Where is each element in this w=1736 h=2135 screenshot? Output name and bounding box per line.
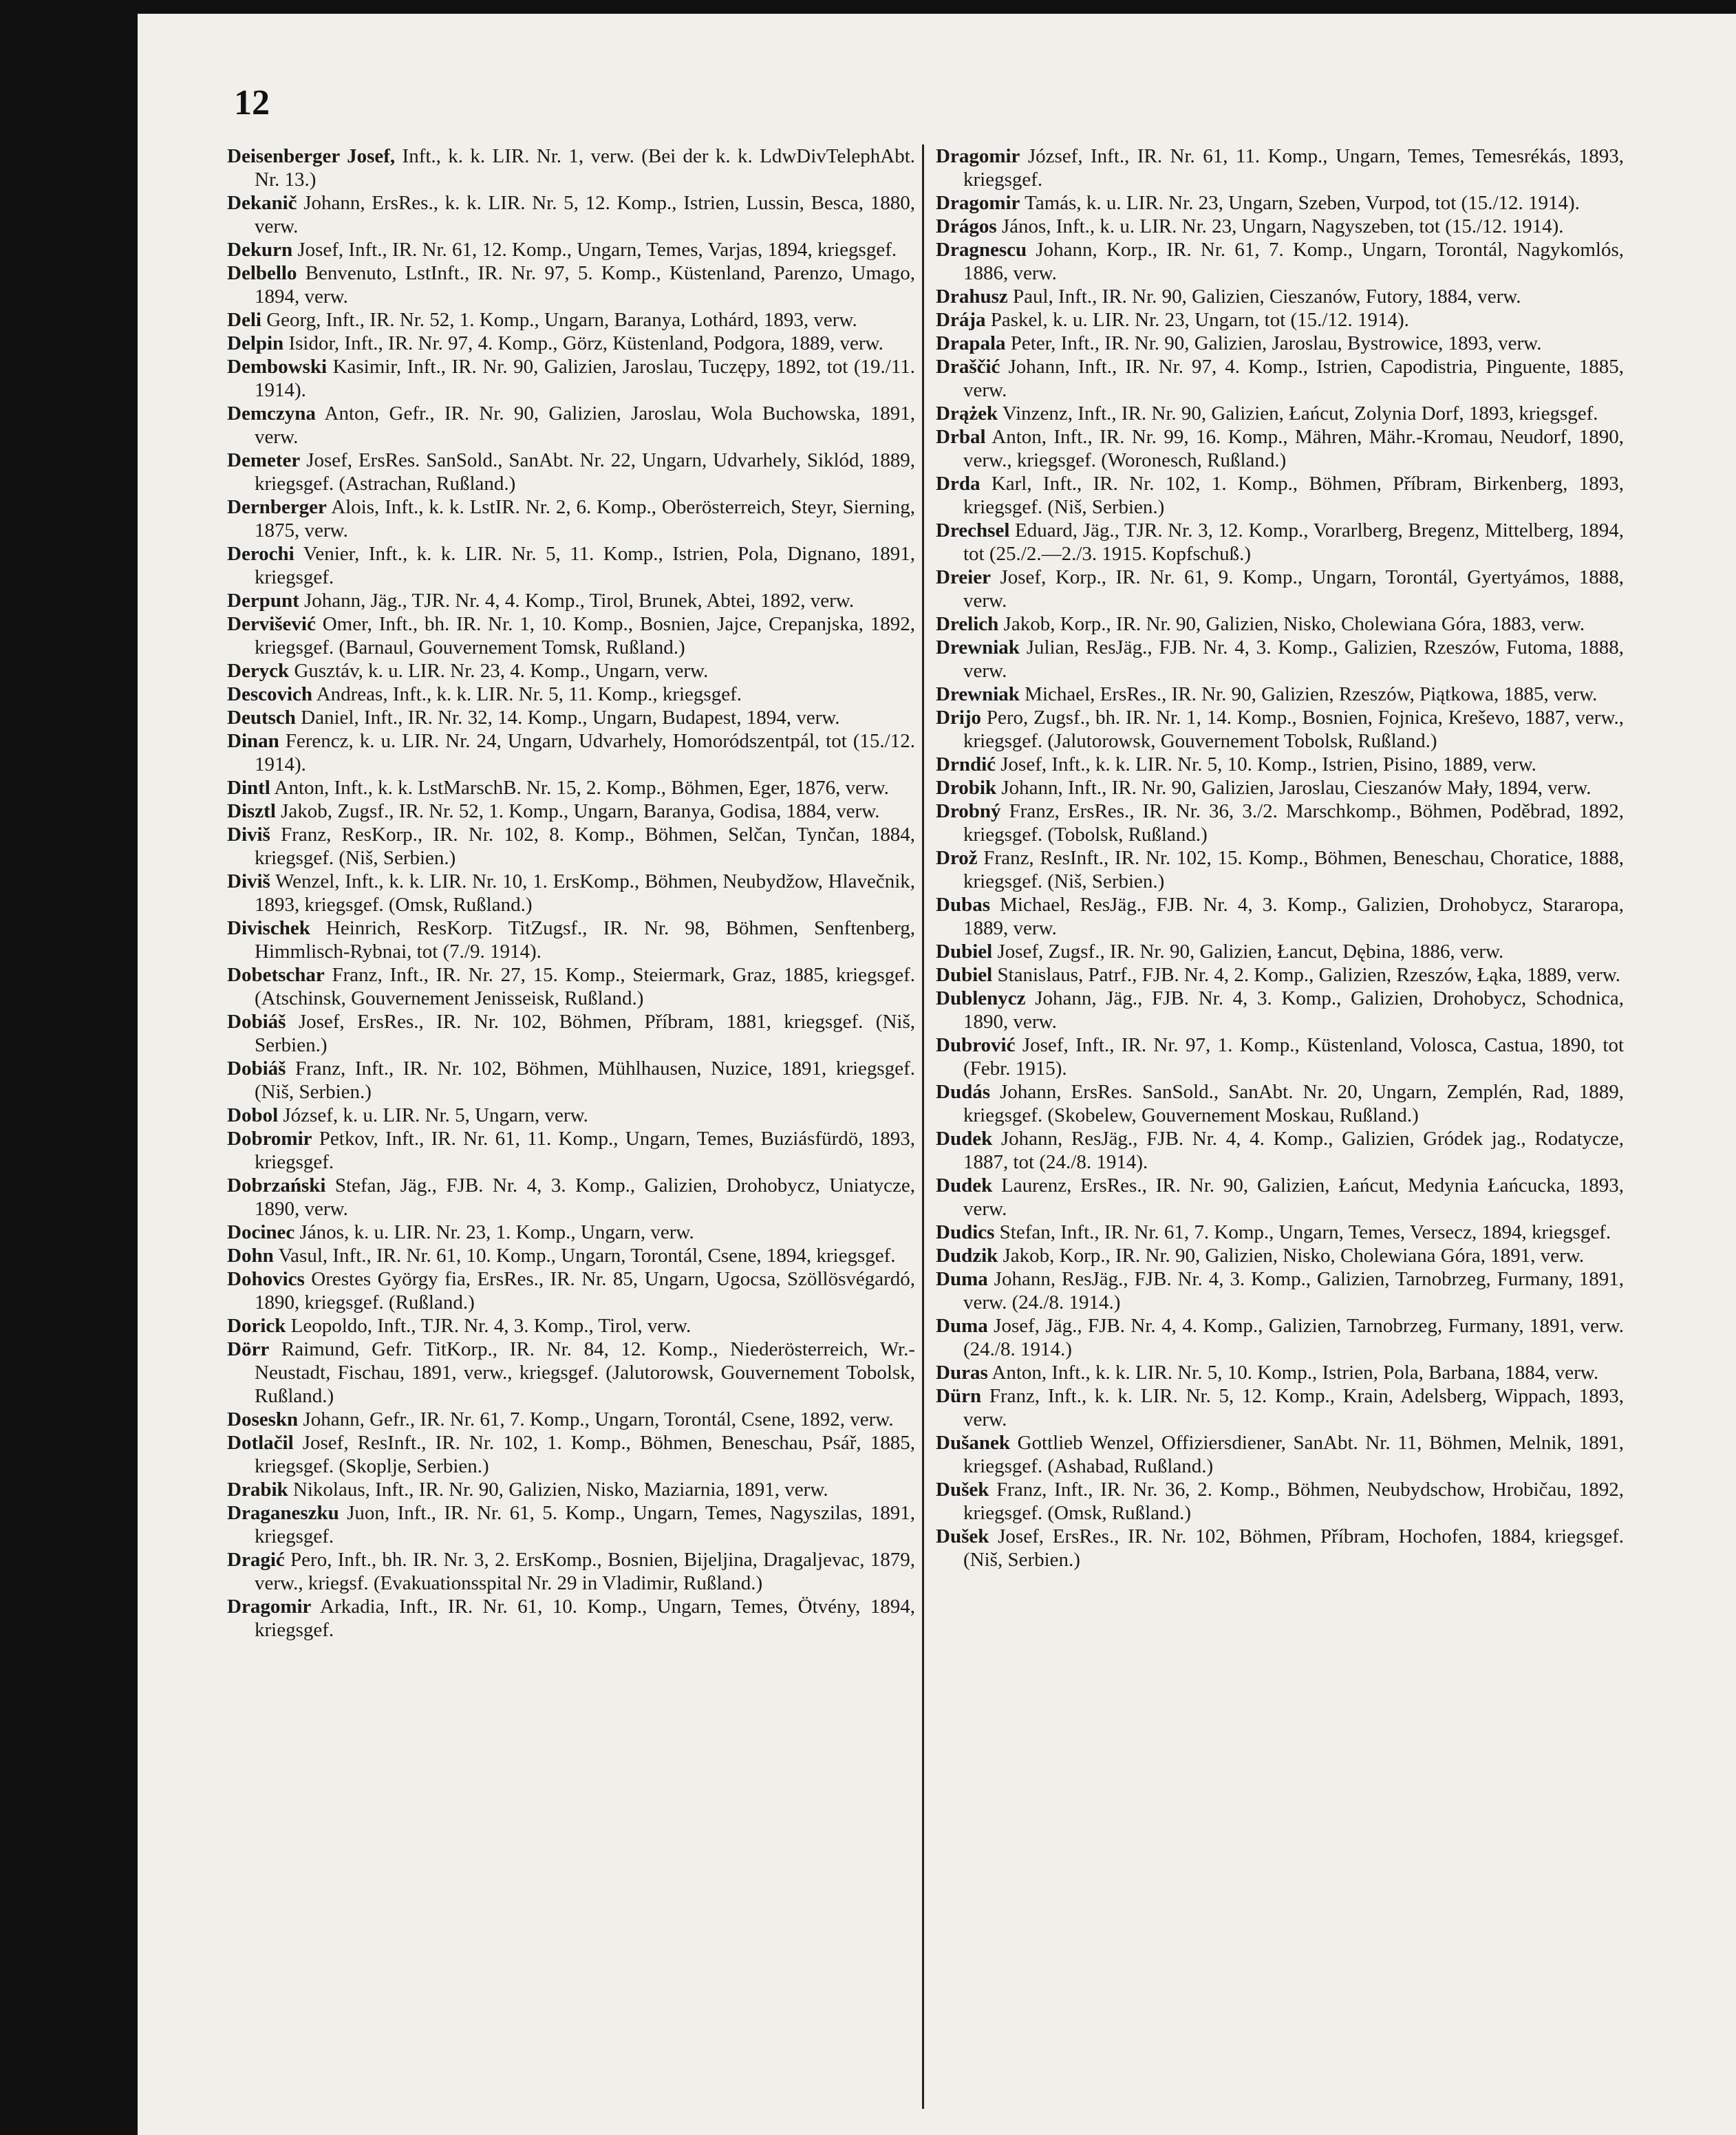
entry-details: Omer, Inft., bh. IR. Nr. 1, 10. Komp., Bosnien, Jajce, Crepanjska, 1892, kriegsgef. (Barnaul, Gouvernement Tomsk, Rußland.) [255,613,915,658]
entry-name: Dobromir [227,1128,312,1150]
entry-details: Johann, Korp., IR. Nr. 61, 7. Komp., Ungarn, Torontál, Nagykomlós, 1886, verw. [963,239,1624,284]
list-entry [936,1384,1624,1431]
column-divider [922,144,924,2109]
entry-name: Divischek [227,917,310,939]
entry-details: Josef, ResInft., IR. Nr. 102, 1. Komp., Böhmen, Beneschau, Psář, 1885, kriegsgef. (Skoplje, Serbien.) [255,1432,915,1477]
entry-details: Karl, Inft., IR. Nr. 102, 1. Komp., Böhmen, Příbram, Birkenberg, 1893, kriegsgef. (Niš, Serbien.) [963,473,1624,518]
list-entry [936,1174,1624,1221]
entry-details: Stefan, Jäg., FJB. Nr. 4, 3. Komp., Galizien, Drohobycz, Uniatycze, 1890, verw. [255,1174,915,1220]
list-entry [936,1244,1624,1267]
entry-details: Anton, Inft., IR. Nr. 99, 16. Komp., Mähren, Mähr.-Kromau, Neudorf, 1890, verw., kriegsgef. (Woronesch, Rußland.) [963,426,1624,471]
entry-details: Juon, Inft., IR. Nr. 61, 5. Komp., Ungarn, Temes, Nagyszilas, 1891, kriegsgef. [255,1502,915,1547]
entry-details: Petkov, Inft., IR. Nr. 61, 11. Komp., Ungarn, Temes, Buziásfürdö, 1893, kriegsgef. [255,1128,915,1173]
entry-name: Dohn [227,1245,274,1267]
entry-details: Johann, Jäg., TJR. Nr. 4, 4. Komp., Tirol, Brunek, Abtei, 1892, verw. [303,590,855,612]
entry-details: János, Inft., k. u. LIR. Nr. 23, Ungarn, Nagyszeben, tot (15./12. 1914). [1001,215,1564,237]
entry-details: Paskel, k. u. LIR. Nr. 23, Ungarn, tot (15./12. 1914). [990,309,1409,331]
list-entry [227,144,915,191]
entry-details: János, k. u. LIR. Nr. 23, 1. Komp., Ungarn, verw. [299,1221,694,1243]
entry-details: Stanislaus, Patrf., FJB. Nr. 4, 2. Komp., Galizien, Rzeszów, Łąka, 1889, verw. [997,964,1621,986]
list-entry [936,191,1624,215]
list-entry [936,846,1624,893]
entry-details: Josef, ErsRes., IR. Nr. 102, Böhmen, Příbram, Hochofen, 1884, kriegsgef. (Niš, Serbien.) [963,1525,1624,1571]
entry-details: Andreas, Inft., k. k. LIR. Nr. 5, 11. Komp., kriegsgef. [316,683,742,705]
entry-name: Dotlačil [227,1432,294,1454]
entry-name: Dudzik [936,1245,998,1267]
list-entry [936,1525,1624,1571]
list-entry [936,215,1624,238]
list-entry [227,1221,915,1244]
list-entry [936,612,1624,636]
entry-name: Deli [227,309,261,331]
entry-name: Doseskn [227,1408,299,1430]
list-entry [227,659,915,683]
entry-details: Franz, ErsRes., IR. Nr. 36, 3./2. Marschkomp., Böhmen, Poděbrad, 1892, kriegsgef. (Tobolsk, Rußland.) [963,800,1624,846]
entry-name: Deryck [227,660,290,682]
entry-name: Dörr [227,1338,270,1360]
list-entry [936,144,1624,191]
entry-details: Stefan, Inft., IR. Nr. 61, 7. Komp., Ungarn, Temes, Versecz, 1894, kriegsgef. [999,1221,1611,1243]
entry-name: Drechsel [936,519,1010,541]
entry-details: Heinrich, ResKorp. TitZugsf., IR. Nr. 98, Böhmen, Senftenberg, Himmlisch-Rybnai, tot (7./9. 1914). [255,917,915,963]
entry-name: Dernberger [227,496,327,518]
list-entry [227,1338,915,1408]
entry-details: Franz, ResInft., IR. Nr. 102, 15. Komp., Böhmen, Beneschau, Choratice, 1888, kriegsgef. (Niš, Serbien.) [963,847,1624,892]
list-entry [936,355,1624,402]
entry-details: Paul, Inft., IR. Nr. 90, Galizien, Cieszanów, Futory, 1884, verw. [1012,286,1521,308]
entry-details: Laurenz, ErsRes., IR. Nr. 90, Galizien, Łańcut, Medynia Łańcucka, 1893, verw. [963,1174,1624,1220]
list-entry [936,636,1624,683]
list-entry [936,566,1624,612]
entry-name: Dragomir [227,1596,312,1618]
list-entry [936,238,1624,285]
entry-details: Wenzel, Inft., k. k. LIR. Nr. 10, 1. ErsKomp., Böhmen, Neubydžow, Hlavečnik, 1893, kriegsgef. (Omsk, Rußland.) [255,870,915,916]
entry-name: Dubiel [936,964,993,986]
entry-name: Dobrzański [227,1174,326,1197]
list-entry [936,425,1624,472]
entry-details: Johann, ErsRes. SanSold., SanAbt. Nr. 20, Ungarn, Zemplén, Rad, 1889, kriegsgef. (Skobelew, Gouvernement Moskau, Rußland.) [963,1081,1624,1126]
list-entry [227,1104,915,1127]
list-entry [227,238,915,261]
entry-details: Jakob, Korp., IR. Nr. 90, Galizien, Nisko, Cholewiana Góra, 1883, verw. [1003,613,1585,635]
entry-name: Diviš [227,870,270,892]
list-entry [936,753,1624,776]
list-entry [227,589,915,612]
list-entry [227,729,915,776]
list-entry [227,1127,915,1174]
list-entry [936,1431,1624,1478]
list-entry [936,1221,1624,1244]
entry-details: Georg, Inft., IR. Nr. 52, 1. Komp., Ungarn, Baranya, Lothárd, 1893, verw. [266,309,857,331]
list-entry [936,1080,1624,1127]
entry-details: Nikolaus, Inft., IR. Nr. 90, Galizien, Nisko, Maziarnia, 1891, verw. [292,1479,828,1501]
list-entry [936,987,1624,1033]
entry-details: Raimund, Gefr. TitKorp., IR. Nr. 84, 12. Komp., Niederösterreich, Wr.-Neustadt, Fischau, 1891, verw., kriegsgef. (Jalutorowsk, Gouvernement Tobolsk, Rußland.) [255,1338,915,1407]
list-entry [227,776,915,800]
entry-name: Drobný [936,800,1001,822]
entry-name: Dragomir [936,145,1020,167]
entry-name: Dohovics [227,1268,305,1290]
entry-details: Pero, Inft., bh. IR. Nr. 3, 2. ErsKomp., Bosnien, Bijeljina, Dragaljevac, 1879, verw., kriegsf. (Evakuationsspital Nr. 29 in Vladimir, Rußland.) [255,1549,915,1594]
entry-details: Josef, Jäg., FJB. Nr. 4, 4. Komp., Galizien, Tarnobrzeg, Furmany, 1891, verw. (24./8. 1914.) [963,1315,1624,1360]
list-entry [227,612,915,659]
entry-details: Inft., k. k. LIR. Nr. 1, verw. (Bei der k. k. LdwDivTelephAbt. Nr. 13.) [255,145,915,191]
list-entry [227,1244,915,1267]
entry-details: Johann, Jäg., FJB. Nr. 4, 3. Komp., Galizien, Drohobycz, Schodnica, 1890, verw. [963,987,1624,1033]
list-entry [936,1478,1624,1525]
entry-name: Dudek [936,1128,993,1150]
list-entry [936,940,1624,963]
entry-name: Dubas [936,894,990,916]
entry-details: Anton, Gefr., IR. Nr. 90, Galizien, Jaroslau, Wola Buchowska, 1891, verw. [255,403,915,448]
list-entry [936,285,1624,308]
entry-details: Josef, Inft., IR. Nr. 97, 1. Komp., Küstenland, Volosca, Castua, 1890, tot (Febr. 1915). [963,1034,1624,1080]
entry-details: Jakob, Korp., IR. Nr. 90, Galizien, Nisko, Cholewiana Góra, 1891, verw. [1003,1245,1585,1267]
list-entry [936,332,1624,355]
entry-details: Franz, Inft., IR. Nr. 102, Böhmen, Mühlhausen, Nuzice, 1891, kriegsgef. (Niš, Serbien.) [255,1058,915,1103]
entry-name: Dembowski [227,356,328,378]
entry-name: Dubiel [936,941,993,963]
list-entry [227,1478,915,1501]
list-entry [227,1431,915,1478]
list-entry [227,355,915,402]
entry-details: Gottlieb Wenzel, Offiziersdiener, SanAbt. Nr. 11, Böhmen, Melnik, 1891, kriegsgef. (Ashabad, Rußland.) [963,1432,1624,1477]
entry-details: Johann, ResJäg., FJB. Nr. 4, 4. Komp., Galizien, Gródek jag., Rodatycze, 1887, tot (24./8. 1914). [963,1128,1624,1173]
list-entry [936,800,1624,846]
entry-name: Drelich [936,613,999,635]
entry-details: Pero, Zugsf., bh. IR. Nr. 1, 14. Komp., Bosnien, Fojnica, Kreševo, 1887, verw., kriegsgef. (Jalutorowsk, Gouvernement Tobolsk, Rußland.) [963,707,1624,752]
entry-name: Derochi [227,543,294,565]
list-entry [227,449,915,495]
entry-details: Gusztáv, k. u. LIR. Nr. 23, 4. Komp., Ungarn, verw. [294,660,709,682]
entry-details: Michael, ErsRes., IR. Nr. 90, Galizien, Rzeszów, Piątkowa, 1885, verw. [1025,683,1598,705]
entry-details: Josef, Zugsf., IR. Nr. 90, Galizien, Łancut, Dębina, 1886, verw. [997,941,1504,963]
list-entry [227,542,915,589]
list-entry [227,800,915,823]
list-entry [227,495,915,542]
entry-details: Eduard, Jäg., TJR. Nr. 3, 12. Komp., Vorarlberg, Bregenz, Mittelberg, 1894, tot (25./2.—2./3. 1915. Kopfschuß.) [963,519,1624,565]
entry-name: Dekanič [227,192,297,214]
entry-details: Johann, ErsRes., k. k. LIR. Nr. 5, 12. Komp., Istrien, Lussin, Besca, 1880, verw. [255,192,915,237]
entry-details: Johann, Gefr., IR. Nr. 61, 7. Komp., Ungarn, Torontál, Csene, 1892, verw. [303,1408,894,1430]
entry-details: Arkadia, Inft., IR. Nr. 61, 10. Komp., Ungarn, Temes, Ötvény, 1894, kriegsgef. [255,1596,915,1641]
entry-name: Dobiáš [227,1058,286,1080]
entry-name: Dragnescu [936,239,1027,261]
entry-details: Jakob, Zugsf., IR. Nr. 52, 1. Komp., Ungarn, Baranya, Godisa, 1884, verw. [281,800,880,822]
entry-details: Isidor, Inft., IR. Nr. 97, 4. Komp., Görz, Küstenland, Podgora, 1889, verw. [288,332,883,354]
entry-name: Dekurn [227,239,293,261]
entry-name: Dinan [227,730,279,752]
entry-name: Dürn [936,1385,982,1407]
entry-details: Ferencz, k. u. LIR. Nr. 24, Ungarn, Udvarhely, Homoródszentpál, tot (15./12. 1914). [255,730,915,775]
entry-details: Venier, Inft., k. k. LIR. Nr. 5, 11. Komp., Istrien, Pola, Dignano, 1891, kriegsgef. [255,543,915,588]
list-entry [936,1361,1624,1384]
entry-name: Drążek [936,403,998,425]
list-entry [936,963,1624,987]
list-entry [227,1595,915,1642]
list-entry [936,1267,1624,1314]
entry-name: Drbal [936,426,986,448]
entry-name: Dorick [227,1315,286,1337]
list-entry [936,472,1624,519]
entry-details: Tamás, k. u. LIR. Nr. 23, Ungarn, Szeben, Vurpod, tot (15./12. 1914). [1025,192,1580,214]
entry-name: Dubrović [936,1034,1016,1056]
entry-details: Josef, ErsRes., IR. Nr. 102, Böhmen, Příbram, 1881, kriegsgef. (Niš, Serbien.) [255,1011,915,1056]
list-entry [227,683,915,706]
entry-name: Deutsch [227,707,296,729]
entry-details: Johann, Inft., IR. Nr. 97, 4. Komp., Istrien, Capodistria, Pinguente, 1885, verw. [963,356,1624,401]
list-entry [936,308,1624,332]
list-entry [227,1010,915,1057]
entry-name: Dublenycz [936,987,1026,1009]
entry-details: Anton, Inft., k. k. LstMarschB. Nr. 15, 2. Komp., Böhmen, Eger, 1876, verw. [274,777,889,799]
entry-name: Drijo [936,707,982,729]
entry-name: Deisenberger Josef, [227,145,396,167]
entry-name: Draščić [936,356,1000,378]
entry-details: Vasul, Inft., IR. Nr. 61, 10. Komp., Ungarn, Torontál, Csene, 1894, kriegsgef. [278,1245,896,1267]
entry-name: Dušek [936,1525,989,1547]
list-entry [227,332,915,355]
list-entry [227,261,915,308]
entry-details: Daniel, Inft., IR. Nr. 32, 14. Komp., Ungarn, Budapest, 1894, verw. [301,707,840,729]
entry-name: Demeter [227,449,301,471]
list-entry [227,308,915,332]
list-entry [227,1174,915,1221]
entry-name: Demczyna [227,403,316,425]
list-entry [227,1057,915,1104]
entry-name: Drož [936,847,978,869]
entry-details: Johann, ResJäg., FJB. Nr. 4, 3. Komp., Galizien, Tarnobrzeg, Furmany, 1891, verw. (24./8. 1914.) [963,1268,1624,1313]
entry-details: Franz, ResKorp., IR. Nr. 102, 8. Komp., Böhmen, Selčan, Tynčan, 1884, kriegsgef. (Niš, Serbien.) [255,824,915,869]
entry-details: Julian, ResJäg., FJB. Nr. 4, 3. Komp., Galizien, Rzeszów, Futoma, 1888, verw. [963,636,1624,682]
entry-name: Disztl [227,800,276,822]
list-entry [936,893,1624,940]
entry-name: Diviš [227,824,270,846]
entry-details: Michael, ResJäg., FJB. Nr. 4, 3. Komp., Galizien, Drohobycz, Stararopa, 1889, verw. [963,894,1624,939]
entry-details: Alois, Inft., k. k. LstIR. Nr. 2, 6. Komp., Oberösterreich, Steyr, Sierning, 1875, verw. [255,496,915,541]
list-entry [936,683,1624,706]
entry-details: Leopoldo, Inft., TJR. Nr. 4, 3. Komp., Tirol, verw. [290,1315,692,1337]
list-entry [227,1501,915,1548]
entry-name: Duma [936,1315,988,1337]
list-entry [936,706,1624,753]
list-entry [227,191,915,238]
entry-details: Franz, Inft., k. k. LIR. Nr. 5, 12. Komp., Krain, Adelsberg, Wippach, 1893, verw. [963,1385,1624,1430]
entry-details: Josef, ErsRes. SanSold., SanAbt. Nr. 22, Ungarn, Udvarhely, Siklód, 1889, kriegsgef. (Astrachan, Rußland.) [255,449,915,495]
entry-name: Dervišević [227,613,316,635]
entry-name: Drahusz [936,286,1008,308]
entry-name: Dudás [936,1081,990,1103]
entry-name: Drda [936,473,980,495]
entry-details: József, k. u. LIR. Nr. 5, Ungarn, verw. [283,1104,588,1126]
entry-details: Johann, Inft., IR. Nr. 90, Galizien, Jaroslau, Cieszanów Mały, 1894, verw. [1001,777,1592,799]
list-entry [227,916,915,963]
list-entry [227,706,915,729]
list-entry [227,823,915,870]
entry-name: Dreier [936,566,991,588]
entry-details: Franz, Inft., IR. Nr. 36, 2. Komp., Böhmen, Neubydschow, Hrobičau, 1892, kriegsgef. (Omsk, Rußland.) [963,1479,1624,1524]
list-entry [936,1033,1624,1080]
page-number: 12 [234,83,270,122]
entry-name: Drndić [936,753,996,775]
entry-name: Descovich [227,683,313,705]
entry-name: Dudek [936,1174,993,1197]
document-page [138,14,1736,2135]
list-entry [227,870,915,916]
list-entry [936,776,1624,800]
list-entry [936,1127,1624,1174]
entry-name: Drewniak [936,636,1020,658]
entry-details: Josef, Inft., k. k. LIR. Nr. 5, 10. Komp., Istrien, Pisino, 1889, verw. [1000,753,1536,775]
list-entry [227,1314,915,1338]
entry-name: Dušek [936,1479,989,1501]
entry-name: Dobol [227,1104,279,1126]
entry-name: Drágos [936,215,997,237]
entry-details: Josef, Korp., IR. Nr. 61, 9. Komp., Ungarn, Torontál, Gyertyámos, 1888, verw. [963,566,1624,612]
entry-name: Drabik [227,1479,288,1501]
entry-name: Dušanek [936,1432,1010,1454]
entry-details: Vinzenz, Inft., IR. Nr. 90, Galizien, Łańcut, Zolynia Dorf, 1893, kriegsgef. [1002,403,1598,425]
entry-name: Dragomir [936,192,1020,214]
entry-details: Peter, Inft., IR. Nr. 90, Galizien, Jaroslau, Bystrowice, 1893, verw. [1010,332,1542,354]
list-entry [227,963,915,1010]
list-entry [227,1408,915,1431]
entry-name: Drewniak [936,683,1020,705]
entry-name: Dudics [936,1221,995,1243]
entry-name: Drapala [936,332,1006,354]
entry-name: Delbello [227,262,297,284]
entry-name: Dobetschar [227,964,325,986]
entry-name: Dragić [227,1549,285,1571]
entry-name: Dobiáš [227,1011,286,1033]
right-column [936,144,1624,2119]
entry-name: Duras [936,1362,988,1384]
left-column [227,144,915,2119]
entry-name: Drobik [936,777,997,799]
list-entry [936,1314,1624,1361]
list-entry [936,519,1624,566]
entry-name: Drája [936,309,986,331]
entry-details: Franz, Inft., IR. Nr. 27, 15. Komp., Steiermark, Graz, 1885, kriegsgef. (Atschinsk, Gouvernement Jenisseisk, Rußland.) [255,964,915,1009]
entry-name: Draganeszku [227,1502,339,1524]
list-entry [227,1267,915,1314]
list-entry [227,402,915,449]
entry-name: Dintl [227,777,270,799]
entry-details: Kasimir, Inft., IR. Nr. 90, Galizien, Jaroslau, Tuczępy, 1892, tot (19./11. 1914). [255,356,915,401]
list-entry [227,1548,915,1595]
entry-name: Duma [936,1268,988,1290]
list-entry [936,402,1624,425]
entry-details: Anton, Inft., k. k. LIR. Nr. 5, 10. Komp., Istrien, Pola, Barbana, 1884, verw. [992,1362,1599,1384]
entry-name: Docinec [227,1221,295,1243]
entry-details: József, Inft., IR. Nr. 61, 11. Komp., Ungarn, Temes, Temesrékás, 1893, kriegsgef. [963,145,1624,191]
entry-details: Orestes György fia, ErsRes., IR. Nr. 85, Ungarn, Ugocsa, Szöllösvégardó, 1890, kriegsgef. (Rußland.) [255,1268,915,1313]
entry-details: Josef, Inft., IR. Nr. 61, 12. Komp., Ungarn, Temes, Varjas, 1894, kriegsgef. [297,239,897,261]
entry-details: Benvenuto, LstInft., IR. Nr. 97, 5. Komp., Küstenland, Parenzo, Umago, 1894, verw. [255,262,915,308]
entry-name: Derpunt [227,590,299,612]
entry-name: Delpin [227,332,284,354]
